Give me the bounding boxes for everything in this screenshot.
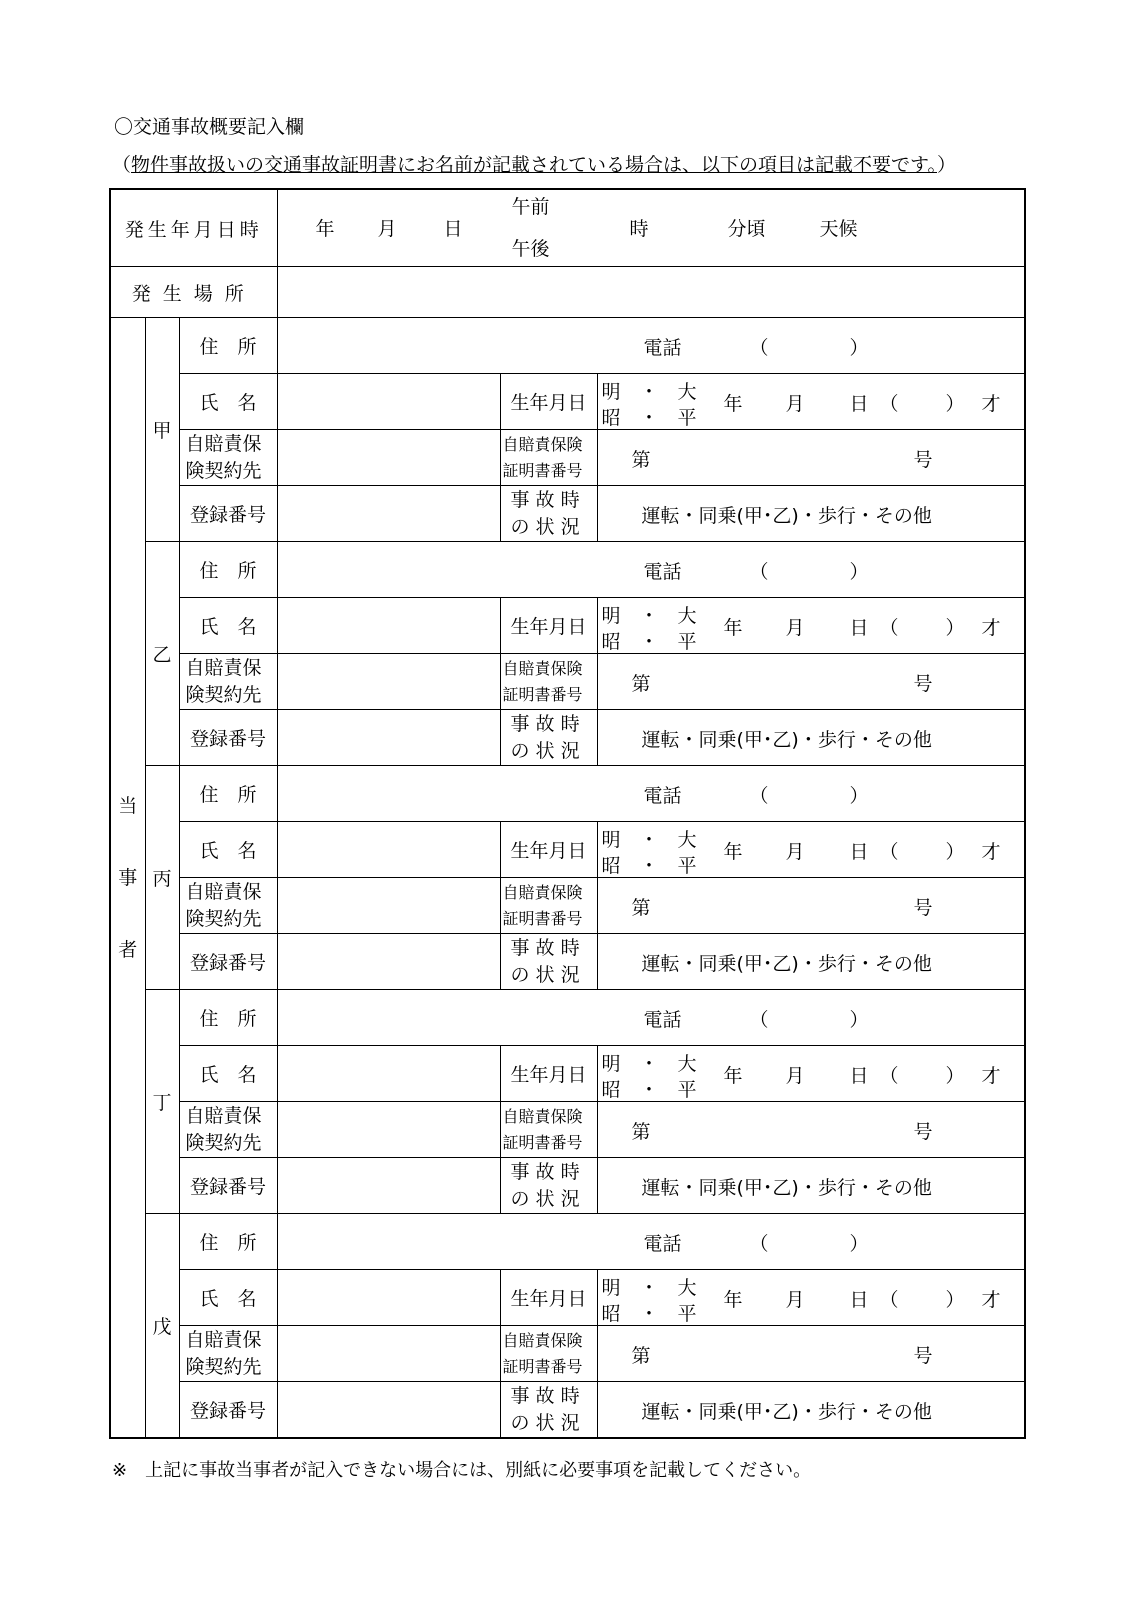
accident-summary-form bbox=[109, 188, 1026, 1439]
datetime-month: 月 bbox=[377, 218, 397, 240]
birth-day: 日 bbox=[849, 1065, 869, 1087]
name-field[interactable] bbox=[277, 374, 500, 430]
datetime-weather: 天候 bbox=[819, 218, 858, 240]
phone-paren-open: （ bbox=[749, 1009, 769, 1031]
era-showa-heisei[interactable]: 昭 ・ 平 bbox=[601, 407, 697, 429]
datetime-pm[interactable]: 午後 bbox=[511, 238, 550, 260]
birthdate-field[interactable] bbox=[597, 598, 1025, 654]
address-field[interactable] bbox=[277, 1214, 1025, 1270]
phone-paren-close: ） bbox=[849, 1009, 869, 1031]
location-label: 発生場所 bbox=[110, 267, 277, 318]
age-paren-open: （ bbox=[879, 617, 899, 639]
birthdate-label: 生年月日 bbox=[500, 374, 597, 430]
address-field[interactable] bbox=[277, 318, 1025, 374]
cert-gou: 号 bbox=[913, 673, 933, 695]
birth-year: 年 bbox=[723, 1065, 743, 1087]
birthdate-label: 生年月日 bbox=[500, 598, 597, 654]
party-label: 丙 bbox=[145, 766, 179, 990]
birthdate-label: 生年月日 bbox=[500, 1046, 597, 1102]
party-label: 乙 bbox=[145, 542, 179, 766]
phone-label: 電話 bbox=[643, 337, 682, 359]
party-label: 甲 bbox=[145, 318, 179, 542]
name-label: 氏 名 bbox=[179, 598, 277, 654]
era-showa-heisei[interactable]: 昭 ・ 平 bbox=[601, 631, 697, 653]
birth-year: 年 bbox=[723, 393, 743, 415]
cert-gou: 号 bbox=[913, 897, 933, 919]
insurer-label: 自賠責保 険契約先 bbox=[179, 1326, 277, 1382]
phone-label: 電話 bbox=[643, 561, 682, 583]
address-label: 住 所 bbox=[179, 1214, 277, 1270]
birthdate-label: 生年月日 bbox=[500, 822, 597, 878]
registration-label: 登録番号 bbox=[179, 710, 277, 766]
datetime-hour: 時 bbox=[629, 218, 649, 240]
datetime-year: 年 bbox=[315, 218, 335, 240]
birth-day: 日 bbox=[849, 393, 869, 415]
insurer-field[interactable] bbox=[277, 430, 500, 486]
situation-field[interactable] bbox=[597, 486, 1025, 542]
situation-options[interactable]: 運転・同乗(甲･乙)・歩行・その他 bbox=[641, 505, 932, 527]
insurance-cert-label: 自賠責保険 証明書番号 bbox=[500, 654, 597, 710]
datetime-am[interactable]: 午前 bbox=[511, 196, 550, 218]
registration-label: 登録番号 bbox=[179, 1158, 277, 1214]
address-label: 住 所 bbox=[179, 990, 277, 1046]
era-showa-heisei[interactable]: 昭 ・ 平 bbox=[601, 855, 697, 877]
instruction-note-text: 物件事故扱いの交通事故証明書にお名前が記載されている場合は、以下の項目は記載不要です。 bbox=[131, 154, 937, 176]
address-field[interactable] bbox=[277, 990, 1025, 1046]
parties-label-char: 当 bbox=[118, 794, 138, 817]
cert-gou: 号 bbox=[913, 1121, 933, 1143]
address-label: 住 所 bbox=[179, 318, 277, 374]
name-label: 氏 名 bbox=[179, 1046, 277, 1102]
situation-label: 事 故 時 の 状 況 bbox=[500, 1382, 597, 1439]
age-unit: 才 bbox=[981, 393, 1001, 415]
phone-label: 電話 bbox=[643, 1233, 682, 1255]
situation-field[interactable] bbox=[597, 1158, 1025, 1214]
phone-paren-close: ） bbox=[849, 785, 869, 807]
insurance-cert-field[interactable] bbox=[597, 430, 1025, 486]
phone-label: 電話 bbox=[643, 785, 682, 807]
cert-dai: 第 bbox=[631, 449, 651, 471]
registration-label: 登録番号 bbox=[179, 934, 277, 990]
insurance-cert-label: 自賠責保険 証明書番号 bbox=[500, 430, 597, 486]
birth-day: 日 bbox=[849, 617, 869, 639]
era-showa-heisei[interactable]: 昭 ・ 平 bbox=[601, 1079, 697, 1101]
registration-label: 登録番号 bbox=[179, 1382, 277, 1439]
insurer-field[interactable] bbox=[277, 1326, 500, 1382]
phone-paren-open: （ bbox=[749, 1233, 769, 1255]
phone-paren-open: （ bbox=[749, 561, 769, 583]
birth-month: 月 bbox=[785, 841, 805, 863]
registration-field[interactable] bbox=[277, 1158, 500, 1214]
datetime-day: 日 bbox=[443, 218, 463, 240]
age-unit: 才 bbox=[981, 1065, 1001, 1087]
era-meiji-taisho[interactable]: 明 ・ 大 bbox=[601, 605, 697, 627]
phone-paren-close: ） bbox=[849, 337, 869, 359]
insurance-cert-label: 自賠責保険 証明書番号 bbox=[500, 1102, 597, 1158]
insurance-cert-label: 自賠責保険 証明書番号 bbox=[500, 878, 597, 934]
age-paren-open: （ bbox=[879, 1289, 899, 1311]
registration-field[interactable] bbox=[277, 1382, 500, 1439]
age-paren-close: ） bbox=[945, 617, 965, 639]
footnote: ※ 上記に事故当事者が記入できない場合には、別紙に必要事項を記載してください。 bbox=[112, 1460, 812, 1481]
birthdate-field[interactable] bbox=[597, 1046, 1025, 1102]
insurer-label: 自賠責保 険契約先 bbox=[179, 878, 277, 934]
situation-field[interactable] bbox=[597, 934, 1025, 990]
parties-label bbox=[110, 318, 145, 1439]
party-label: 戊 bbox=[145, 1214, 179, 1439]
name-label: 氏 名 bbox=[179, 822, 277, 878]
birth-day: 日 bbox=[849, 841, 869, 863]
situation-label: 事 故 時 の 状 況 bbox=[500, 934, 597, 990]
insurer-label: 自賠責保 険契約先 bbox=[179, 1102, 277, 1158]
phone-paren-close: ） bbox=[849, 561, 869, 583]
era-showa-heisei[interactable]: 昭 ・ 平 bbox=[601, 1303, 697, 1325]
era-meiji-taisho[interactable]: 明 ・ 大 bbox=[601, 381, 697, 403]
birthdate-field[interactable] bbox=[597, 1270, 1025, 1326]
age-paren-open: （ bbox=[879, 393, 899, 415]
datetime-minute: 分頃 bbox=[727, 218, 766, 240]
cert-gou: 号 bbox=[913, 1345, 933, 1367]
location-field[interactable] bbox=[277, 267, 1025, 318]
insurance-cert-field[interactable] bbox=[597, 1102, 1025, 1158]
phone-paren-open: （ bbox=[749, 785, 769, 807]
age-unit: 才 bbox=[981, 841, 1001, 863]
birth-year: 年 bbox=[723, 1289, 743, 1311]
birth-day: 日 bbox=[849, 1289, 869, 1311]
age-paren-close: ） bbox=[945, 841, 965, 863]
insurer-label: 自賠責保 険契約先 bbox=[179, 430, 277, 486]
name-label: 氏 名 bbox=[179, 1270, 277, 1326]
situation-options[interactable]: 運転・同乗(甲･乙)・歩行・その他 bbox=[641, 729, 932, 751]
name-field[interactable] bbox=[277, 822, 500, 878]
cert-dai: 第 bbox=[631, 673, 651, 695]
age-paren-close: ） bbox=[945, 393, 965, 415]
name-field[interactable] bbox=[277, 1270, 500, 1326]
insurance-cert-field[interactable] bbox=[597, 878, 1025, 934]
age-unit: 才 bbox=[981, 617, 1001, 639]
datetime-field[interactable] bbox=[277, 189, 1025, 267]
address-field[interactable] bbox=[277, 766, 1025, 822]
birth-year: 年 bbox=[723, 841, 743, 863]
birthdate-label: 生年月日 bbox=[500, 1270, 597, 1326]
birth-month: 月 bbox=[785, 393, 805, 415]
birth-year: 年 bbox=[723, 617, 743, 639]
form-heading: 〇交通事故概要記入欄 bbox=[114, 116, 305, 138]
instruction-note: （物件事故扱いの交通事故証明書にお名前が記載されている場合は、以下の項目は記載不要です。） bbox=[112, 154, 957, 176]
age-unit: 才 bbox=[981, 1289, 1001, 1311]
registration-label: 登録番号 bbox=[179, 486, 277, 542]
insurer-field[interactable] bbox=[277, 654, 500, 710]
insurance-cert-label: 自賠責保険 証明書番号 bbox=[500, 1326, 597, 1382]
parties-label-char: 事 bbox=[118, 866, 138, 889]
party-label: 丁 bbox=[145, 990, 179, 1214]
name-label: 氏 名 bbox=[179, 374, 277, 430]
datetime-label: 発生年月日時 bbox=[110, 189, 277, 267]
phone-paren-close: ） bbox=[849, 1233, 869, 1255]
era-meiji-taisho[interactable]: 明 ・ 大 bbox=[601, 829, 697, 851]
birthdate-field[interactable] bbox=[597, 374, 1025, 430]
age-paren-open: （ bbox=[879, 1065, 899, 1087]
cert-dai: 第 bbox=[631, 1345, 651, 1367]
age-paren-close: ） bbox=[945, 1289, 965, 1311]
cert-dai: 第 bbox=[631, 897, 651, 919]
insurer-field[interactable] bbox=[277, 1102, 500, 1158]
address-label: 住 所 bbox=[179, 542, 277, 598]
situation-field[interactable] bbox=[597, 1382, 1025, 1439]
age-paren-close: ） bbox=[945, 1065, 965, 1087]
birth-month: 月 bbox=[785, 1289, 805, 1311]
situation-options[interactable]: 運転・同乗(甲･乙)・歩行・その他 bbox=[641, 1177, 932, 1199]
cert-gou: 号 bbox=[913, 449, 933, 471]
era-meiji-taisho[interactable]: 明 ・ 大 bbox=[601, 1053, 697, 1075]
registration-field[interactable] bbox=[277, 934, 500, 990]
situation-label: 事 故 時 の 状 況 bbox=[500, 710, 597, 766]
phone-paren-open: （ bbox=[749, 337, 769, 359]
name-field[interactable] bbox=[277, 598, 500, 654]
parties-label-char: 者 bbox=[118, 938, 138, 961]
insurer-label: 自賠責保 険契約先 bbox=[179, 654, 277, 710]
era-meiji-taisho[interactable]: 明 ・ 大 bbox=[601, 1277, 697, 1299]
insurer-field[interactable] bbox=[277, 878, 500, 934]
registration-field[interactable] bbox=[277, 486, 500, 542]
birth-month: 月 bbox=[785, 1065, 805, 1087]
birth-month: 月 bbox=[785, 617, 805, 639]
situation-field[interactable] bbox=[597, 710, 1025, 766]
address-label: 住 所 bbox=[179, 766, 277, 822]
address-field[interactable] bbox=[277, 542, 1025, 598]
situation-label: 事 故 時 の 状 況 bbox=[500, 1158, 597, 1214]
situation-options[interactable]: 運転・同乗(甲･乙)・歩行・その他 bbox=[641, 953, 932, 975]
cert-dai: 第 bbox=[631, 1121, 651, 1143]
situation-options[interactable]: 運転・同乗(甲･乙)・歩行・その他 bbox=[641, 1401, 932, 1423]
insurance-cert-field[interactable] bbox=[597, 654, 1025, 710]
insurance-cert-field[interactable] bbox=[597, 1326, 1025, 1382]
name-field[interactable] bbox=[277, 1046, 500, 1102]
phone-label: 電話 bbox=[643, 1009, 682, 1031]
age-paren-open: （ bbox=[879, 841, 899, 863]
situation-label: 事 故 時 の 状 況 bbox=[500, 486, 597, 542]
registration-field[interactable] bbox=[277, 710, 500, 766]
birthdate-field[interactable] bbox=[597, 822, 1025, 878]
